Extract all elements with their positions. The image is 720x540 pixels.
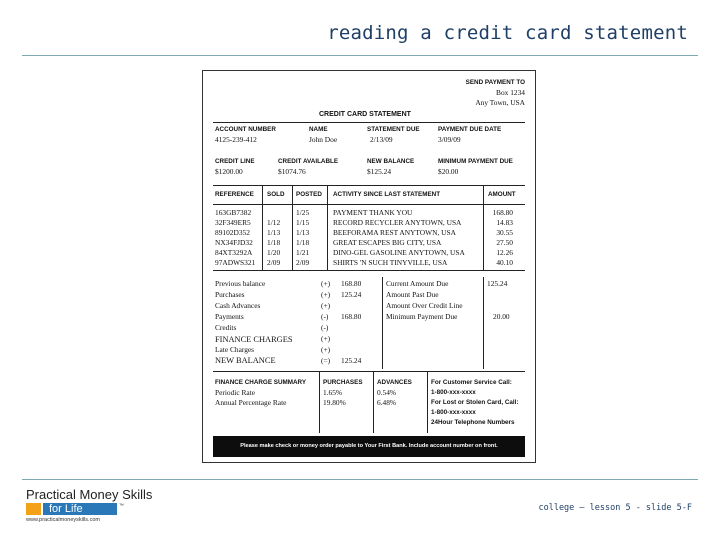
finance-row-purchases: 1.65% [323,388,343,397]
summary-sign: (-) [321,323,329,332]
name-value: John Doe [309,135,338,144]
row-amount: 14.83 [496,218,513,227]
send-payment-line1: Box 1234 [496,88,525,97]
summary-sign: (=) [321,356,331,365]
orange-square-icon [26,503,41,515]
row-reference: 97ADWS321 [215,258,256,267]
row-activity: SHIRTS 'N SUCH TINYVILLE, USA [333,258,448,267]
top-divider [22,55,698,56]
credit-available-value: $1074.76 [278,167,306,176]
minimum-payment-label: MINIMUM PAYMENT DUE [438,158,513,165]
col-reference: REFERENCE [215,191,254,198]
row-activity: PAYMENT THANK YOU [333,208,413,217]
payment-due-date-label: PAYMENT DUE DATE [438,126,502,133]
finance-summary-label: FINANCE CHARGE SUMMARY [215,379,307,386]
logo-row [26,503,152,515]
summary-sign: (-) [321,312,329,321]
lost-card-phone: 1-800-xxx-xxxx [431,409,476,416]
row-posted: 1/21 [296,248,310,257]
summary-label: Credits [215,323,237,332]
row-amount: 40.10 [496,258,513,267]
row-amount: 27.50 [496,238,513,247]
row-activity: DINO-GEL GASOLINE ANYTOWN, USA [333,248,465,257]
row-sold: 1/20 [267,248,281,257]
credit-available-label: CREDIT AVAILABLE [278,158,339,165]
trademark: ™ [119,503,124,509]
finance-vline [373,371,374,433]
table-vline [262,185,263,270]
due-label: Amount Over Credit Line [386,301,463,310]
payment-notice: Please make check or money order payable to Your First Bank. Include account number on front. [240,443,498,450]
table-vline [327,185,328,270]
row-posted: 1/18 [296,238,310,247]
row-sold: 1/18 [267,238,281,247]
row-amount: 168.80 [492,208,513,217]
account-number-label: ACCOUNT NUMBER [215,126,276,133]
slide-footer: college – lesson 5 - slide 5-F [538,503,692,513]
name-label: NAME [309,126,328,133]
due-label: Minimum Payment Due [386,312,458,321]
row-sold: 2/09 [267,258,281,267]
row-reference: 84XT3292A [215,248,253,257]
summary-vline [483,277,484,369]
table-bottom-rule [213,270,525,271]
finance-row-purchases: 19.80% [323,398,346,407]
col-activity: ACTIVITY SINCE LAST STATEMENT [333,191,441,198]
send-payment-label: SEND PAYMENT TO [465,79,525,86]
new-balance-label: NEW BALANCE [367,158,415,165]
row-reference: 32F349ER5 [215,218,251,227]
summary-label: FINANCE CHARGES [215,335,293,344]
summary-value: 168.80 [341,312,362,321]
statement-due-label: STATEMENT DUE [367,126,420,133]
finance-top-rule [213,371,525,372]
lost-card-label: For Lost or Stolen Card, Call: [431,399,519,406]
summary-sign: (+) [321,290,331,299]
col-posted: POSTED [296,191,322,198]
due-label: Amount Past Due [386,290,439,299]
row-posted: 2/09 [296,258,310,267]
slide-title: reading a credit card statement [327,22,688,44]
credit-card-statement [202,70,536,463]
row-activity: GREAT ESCAPES BIG CITY, USA [333,238,442,247]
table-vline [483,185,484,270]
finance-row-label: Annual Percentage Rate [215,398,287,407]
summary-label: Purchases [215,290,245,299]
send-payment-line2: Any Town, USA [475,98,525,107]
table-header-rule [213,204,525,205]
summary-value: 125.24 [341,356,362,365]
payment-notice-bar [213,436,525,457]
account-number-value: 4125-239-412 [215,135,257,144]
credit-line-label: CREDIT LINE [215,158,255,165]
finance-advances-label: ADVANCES [377,379,412,386]
summary-vline [382,277,383,369]
summary-sign: (+) [321,334,331,343]
table-vline [292,185,293,270]
finance-row-label: Periodic Rate [215,388,256,397]
summary-sign: (+) [321,345,331,354]
row-amount: 30.55 [496,228,513,237]
row-sold: 1/12 [267,218,281,227]
statement-due-value: 2/13/09 [370,135,393,144]
row-amount: 12.26 [496,248,513,257]
row-posted: 1/25 [296,208,310,217]
summary-sign: (+) [321,301,331,310]
finance-purchases-label: PURCHASES [323,379,363,386]
summary-label: Previous balance [215,279,266,288]
table-top-rule [213,185,525,186]
summary-label: Payments [215,312,244,321]
bottom-divider [22,479,698,480]
finance-vline [427,371,428,433]
statement-title: CREDIT CARD STATEMENT [319,111,411,118]
row-sold: 1/13 [267,228,281,237]
row-reference: 163GB7382 [215,208,252,217]
finance-vline [319,371,320,433]
logo-line2: for Life [43,503,117,515]
col-sold: SOLD [267,191,285,198]
due-value: 125.24 [487,279,508,288]
summary-value: 168.80 [341,279,362,288]
row-posted: 1/15 [296,218,310,227]
row-activity: BEEFORAMA REST ANYTOWN, USA [333,228,456,237]
row-reference: NX34FJD32 [215,238,253,247]
logo-line1: Practical Money Skills [26,487,153,502]
summary-label: Late Charges [215,345,255,354]
logo-url: www.practicalmoneyskills.com [26,517,100,523]
customer-service-label: For Customer Service Call: [431,379,512,386]
finance-row-advances: 0.54% [377,388,397,397]
row-posted: 1/13 [296,228,310,237]
summary-label: NEW BALANCE [215,356,276,365]
row-activity: RECORD RECYCLER ANYTOWN, USA [333,218,462,227]
row-reference: 89102D352 [215,228,250,237]
new-balance-value: $125.24 [367,167,392,176]
finance-row-advances: 6.48% [377,398,397,407]
due-label: Current Amount Due [386,279,449,288]
col-amount: AMOUNT [488,191,516,198]
summary-value: 125.24 [341,290,362,299]
payment-due-date-value: 3/09/09 [438,135,461,144]
minimum-payment-value: $20.00 [438,167,459,176]
due-value: 20.00 [493,312,510,321]
customer-service-phone: 1-800-xxx-xxxx [431,389,476,396]
credit-line-value: $1200.00 [215,167,243,176]
title-rule [213,122,525,123]
summary-sign: (+) [321,279,331,288]
practical-money-skills-logo [26,487,152,523]
hotline-note: 24Hour Telephone Numbers [431,419,515,426]
summary-label: Cash Advances [215,301,261,310]
